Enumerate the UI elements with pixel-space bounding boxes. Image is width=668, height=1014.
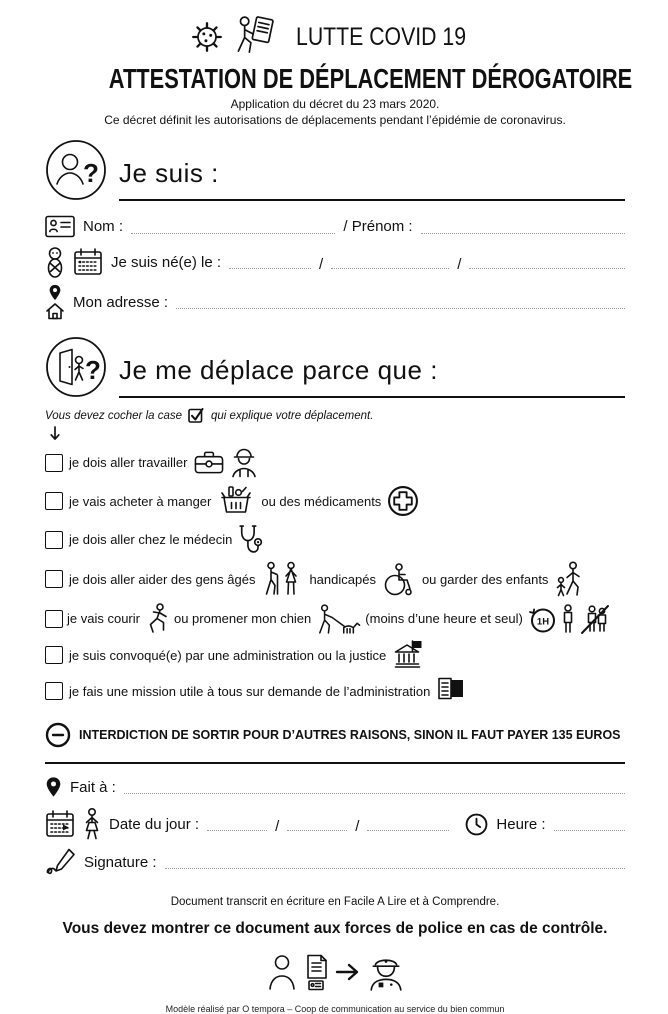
instruction-post: qui explique votre déplacement. [211,409,374,422]
grocery-basket-icon [217,484,255,518]
address-label: Mon adresse : [73,293,169,311]
dog-walker-icon [315,604,361,634]
month-field[interactable] [287,829,347,831]
person-with-attestation-icon [230,14,276,60]
reason-row-exercise [45,603,625,634]
reason-text: handicapés [309,571,376,587]
reason-row-help [45,561,625,597]
reason-text: je dois aller chez le médecin [69,532,233,547]
birthdate-row [45,246,625,278]
date-label: Date du jour : [109,815,200,833]
reason-row-shopping [45,484,625,518]
reason-checkbox-exercise[interactable] [45,610,63,628]
reason-text: je dois aller travailler [69,455,188,470]
reason-text: je fais une mission utile à tous sur demande de l’administration [69,683,431,699]
reason-text: ou des médicaments [261,493,382,509]
svg-text:?: ? [85,355,101,385]
address-field[interactable] [176,307,625,309]
worker-icon [230,447,258,478]
identity-section [45,139,625,320]
name-row [45,215,625,238]
brand-title: LUTTE COVID 19 [295,22,467,51]
date-separator: / [355,817,360,835]
person-icon [267,953,297,991]
nom-field[interactable] [131,232,335,234]
person-today-icon [83,808,101,840]
signature-row [45,848,625,876]
nom-label: Nom : [83,218,124,235]
no-entry-icon [45,722,71,748]
reason-text: (moins d’une heure et seul) [365,611,523,626]
reason-text: je vais courir [67,611,140,626]
place-row [45,776,625,798]
page-title: ATTESTATION DE DÉPLACEMENT DÉROGATOIRE [108,63,633,94]
place-field[interactable] [124,792,625,794]
reasons-section [45,336,625,748]
birth-month-field[interactable] [331,267,449,269]
door-exit-question-icon [45,336,107,398]
day-field[interactable] [207,829,267,831]
svg-text:1H: 1H [536,616,549,627]
reason-checkbox-shopping[interactable] [45,492,63,510]
signature-label: Signature : [84,853,157,871]
reason-checkbox-doctor[interactable] [45,531,63,549]
location-pin-icon [48,284,62,301]
svg-text:?: ? [83,158,99,188]
medical-cross-icon [387,485,419,517]
date-separator: / [275,817,280,835]
reason-row-doctor [45,524,625,555]
subtitle-decree: Application du décret du 23 mars 2020. [230,97,440,111]
reason-text: ou garder des enfants [421,571,549,587]
instruction-pre: Vous devez cocher la case [45,409,183,422]
id-card-icon [45,215,75,238]
runner-icon [144,603,170,634]
reason-checkbox-summons[interactable] [45,646,63,664]
subtitle-definition: Ce décret définit les autorisations de déplacements pendant l’épidémie de coronavirus. [104,113,566,127]
attestation-id-icon [304,953,328,991]
virus-icon [189,19,225,55]
house-icon [45,302,65,320]
police-check-illustration [45,953,625,991]
time-field[interactable] [554,829,625,831]
elderly-people-icon [261,561,303,597]
reason-text: je suis convoqué(e) par une administration ou la justice [69,647,387,663]
reason-checkbox-work[interactable] [45,454,63,472]
no-group-icon [579,604,611,634]
reason-row-work [45,447,625,478]
today-calendar-icon [45,808,75,840]
adult-with-child-icon [554,561,584,597]
place-label: Fait à : [70,778,116,796]
checkbox-instruction [45,407,625,424]
clock-icon [465,813,488,836]
signature-pen-icon [45,848,76,876]
wheelchair-icon [382,563,416,596]
person-question-icon [45,139,107,201]
doc-header [45,14,633,127]
single-person-icon [561,604,575,634]
reason-text: ou promener mon chien [173,611,312,626]
prenom-field[interactable] [421,232,625,234]
interdiction-text: INTERDICTION DE SORTIR POUR D’AUTRES RAISONS, SINON IL FAUT PAYER 135 EUROS [79,728,621,742]
interdiction-warning [45,722,625,748]
down-arrow-icon [49,426,61,441]
birthdate-calendar-icon [73,247,103,277]
section-divider [45,762,625,764]
identity-section-title: Je suis : [119,158,219,188]
reasons-section-title: Je me déplace parce que : [119,355,438,385]
one-hour-timer-icon [527,604,557,634]
reason-row-mission [45,676,625,706]
falc-note: Document transcrit en écriture en Facile A Lire et à Comprendre. [170,896,500,908]
checked-checkbox-icon [188,407,205,424]
location-pin-icon [45,776,62,798]
signature-field[interactable] [165,867,625,869]
baby-icon [45,246,65,278]
reason-text: je vais acheter à manger [69,493,212,509]
police-warning: Vous devez montrer ce document aux forces de police en cas de contrôle. [62,919,608,937]
footer [45,896,625,1014]
birth-year-field[interactable] [469,267,625,269]
reason-checkbox-mission[interactable] [45,682,63,700]
completion-section [45,776,625,876]
stethoscope-icon [238,524,263,555]
reason-row-summons [45,640,625,670]
administrative-documents-icon [436,677,466,705]
date-separator: / [319,255,324,273]
police-officer-icon [368,953,404,991]
date-separator: / [457,255,462,273]
briefcase-icon [194,450,224,475]
date-row [45,808,625,840]
courthouse-icon [392,640,423,670]
brand-row [45,14,625,60]
birthdate-label: Je suis né(e) le : [111,253,222,271]
address-row [45,284,625,320]
year-field[interactable] [367,829,449,831]
credit-line: Modèle réalisé par O tempora – Coop de communication au service du bien commun [165,1004,505,1014]
arrow-right-icon [335,961,361,983]
reason-checkbox-help[interactable] [45,570,63,588]
reason-text: je dois aller aider des gens âgés [69,571,256,587]
prenom-label: / Prénom : [343,218,413,235]
birth-day-field[interactable] [229,267,311,269]
time-label: Heure : [496,815,546,833]
